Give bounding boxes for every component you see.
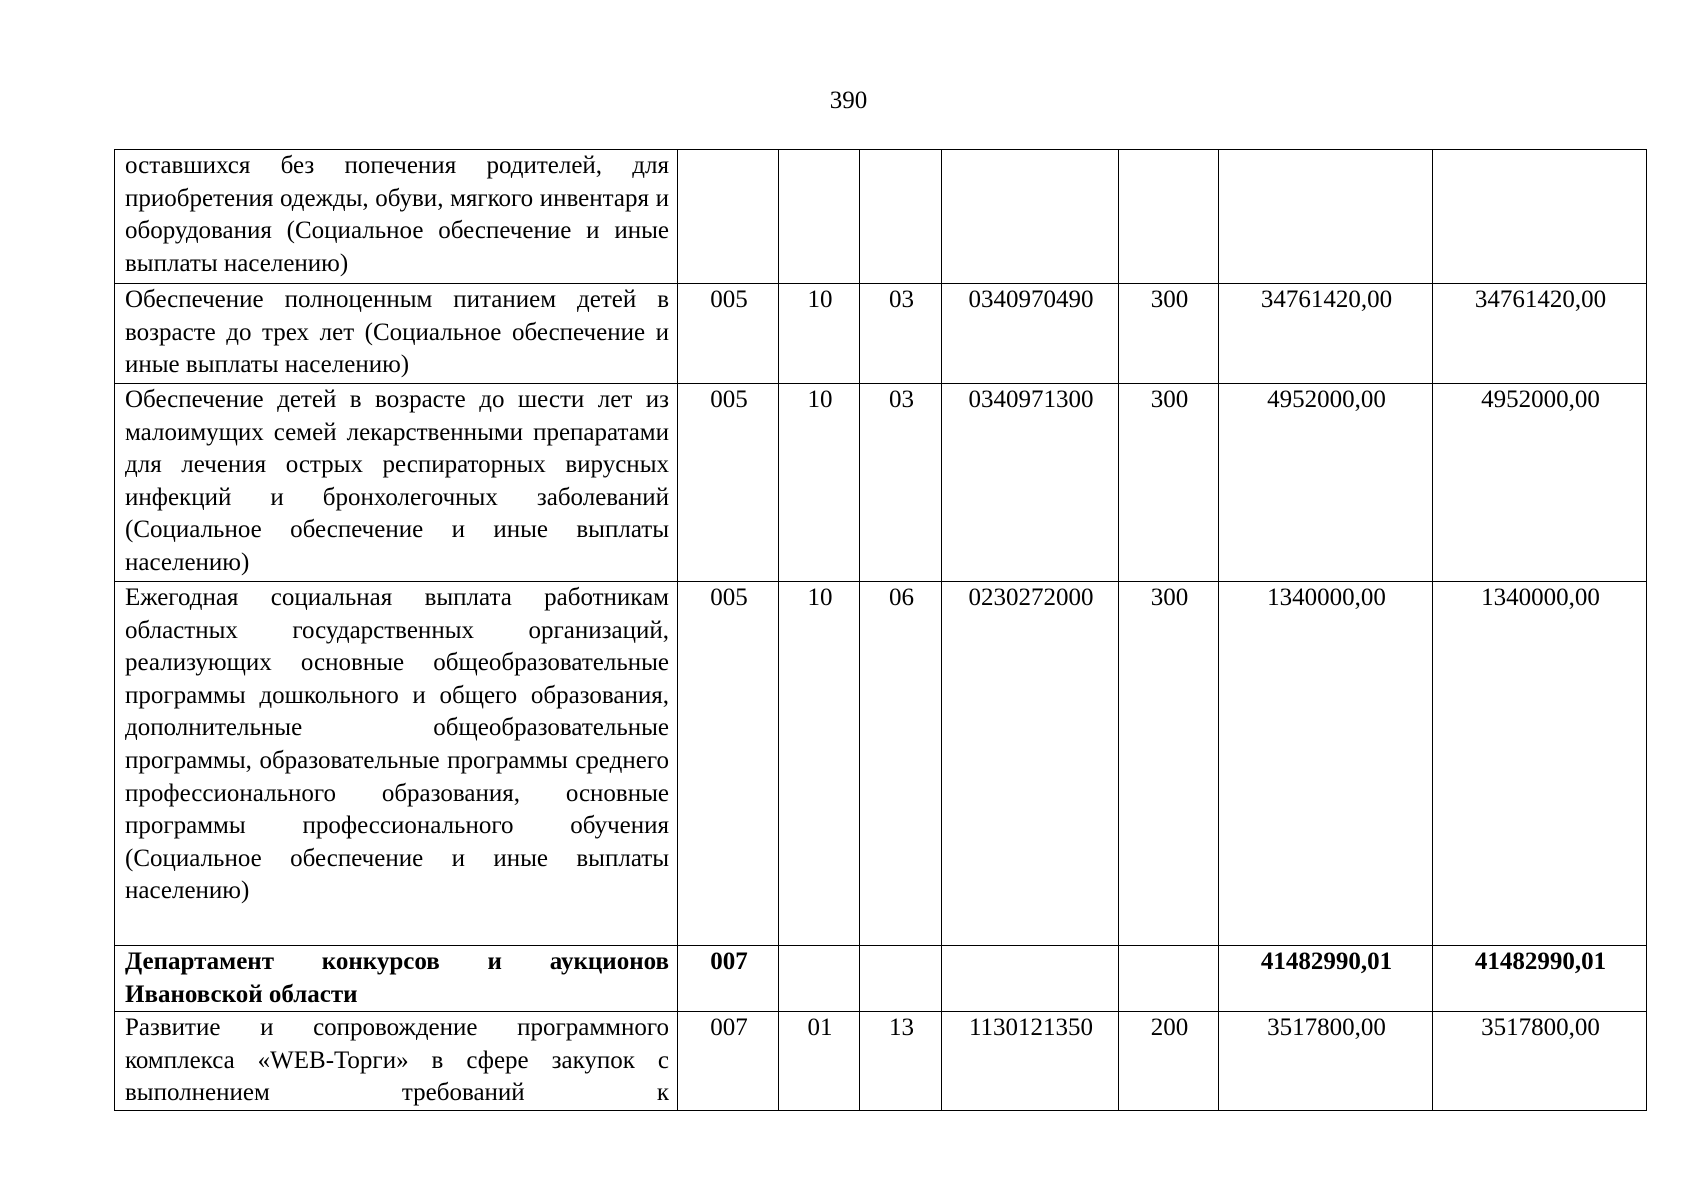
amount-year-1: 1340000,00 bbox=[1219, 582, 1433, 946]
target-article-code: 0340970490 bbox=[942, 284, 1119, 384]
target-article-code: 1130121350 bbox=[942, 1012, 1119, 1111]
row-description bbox=[115, 1012, 678, 1111]
target-article-code: 0340971300 bbox=[942, 384, 1119, 582]
section-code bbox=[779, 946, 860, 1012]
target-article-code bbox=[942, 946, 1119, 1012]
amount-year-1: 4952000,00 bbox=[1219, 384, 1433, 582]
section-code: 10 bbox=[779, 384, 860, 582]
target-article-code: 0230272000 bbox=[942, 582, 1119, 946]
department-title: Департамент конкурсов и аукционов Ивановской области bbox=[115, 946, 678, 1012]
amount-year-2: 1340000,00 bbox=[1433, 582, 1647, 946]
section-code: 01 bbox=[779, 1012, 860, 1111]
subsection-code: 03 bbox=[860, 384, 942, 582]
amount-year-2: 3517800,00 bbox=[1433, 1012, 1647, 1111]
ministry-code: 005 bbox=[678, 284, 779, 384]
subsection-code bbox=[860, 150, 942, 284]
row-description-text: Развитие и сопровождение программного комплекса «WEB-Торги» в сфере закупок с выполнением требований к bbox=[125, 1014, 669, 1107]
row-description: Ежегодная социальная выплата работникам областных государственных организаций, реализующих основные общеобразовательные программы дошкольного и общего образования, дополнительные общеобразовательные программы, образовательные программы среднего профессионального образования, основные программы профессионального обучения (Социальное обеспечение и иные выплаты населению) bbox=[115, 582, 678, 946]
amount-year-2 bbox=[1433, 150, 1647, 284]
section-code bbox=[779, 150, 860, 284]
row-description: Обеспечение полноценным питанием детей в возрасте до трех лет (Социальное обеспечение и иные выплаты населению) bbox=[115, 284, 678, 384]
subsection-code bbox=[860, 946, 942, 1012]
row-description: оставшихся без попечения родителей, для приобретения одежды, обуви, мягкого инвентаря и оборудования (Социальное обеспечение и иные выплаты населению) bbox=[115, 150, 678, 284]
ministry-code: 007 bbox=[678, 946, 779, 1012]
expense-type-code: 300 bbox=[1119, 384, 1219, 582]
target-article-code bbox=[942, 150, 1119, 284]
amount-year-2: 34761420,00 bbox=[1433, 284, 1647, 384]
table-row bbox=[115, 384, 1647, 582]
amount-year-1: 34761420,00 bbox=[1219, 284, 1433, 384]
row-description: Обеспечение детей в возрасте до шести лет из малоимущих семей лекарственными препаратами для лечения острых респираторных вирусных инфекций и бронхолегочных заболеваний (Социальное обеспечение и иные выплаты населению) bbox=[115, 384, 678, 582]
amount-year-1: 3517800,00 bbox=[1219, 1012, 1433, 1111]
expense-type-code bbox=[1119, 150, 1219, 284]
ministry-code: 005 bbox=[678, 582, 779, 946]
ministry-code bbox=[678, 150, 779, 284]
ministry-code: 005 bbox=[678, 384, 779, 582]
table-row bbox=[115, 284, 1647, 384]
page-number: 390 bbox=[829, 87, 868, 114]
amount-year-1 bbox=[1219, 150, 1433, 284]
ministry-code: 007 bbox=[678, 1012, 779, 1111]
budget-table bbox=[114, 149, 1647, 1111]
expense-type-code: 300 bbox=[1119, 582, 1219, 946]
subsection-code: 03 bbox=[860, 284, 942, 384]
expense-type-code bbox=[1119, 946, 1219, 1012]
table-row bbox=[115, 150, 1647, 284]
amount-year-1: 41482990,01 bbox=[1219, 946, 1433, 1012]
amount-year-2: 4952000,00 bbox=[1433, 384, 1647, 582]
subsection-code: 06 bbox=[860, 582, 942, 946]
section-code: 10 bbox=[779, 582, 860, 946]
table-row bbox=[115, 1012, 1647, 1111]
section-code: 10 bbox=[779, 284, 860, 384]
table-row-department bbox=[115, 946, 1647, 1012]
amount-year-2: 41482990,01 bbox=[1433, 946, 1647, 1012]
subsection-code: 13 bbox=[860, 1012, 942, 1111]
expense-type-code: 200 bbox=[1119, 1012, 1219, 1111]
expense-type-code: 300 bbox=[1119, 284, 1219, 384]
table-row bbox=[115, 582, 1647, 946]
